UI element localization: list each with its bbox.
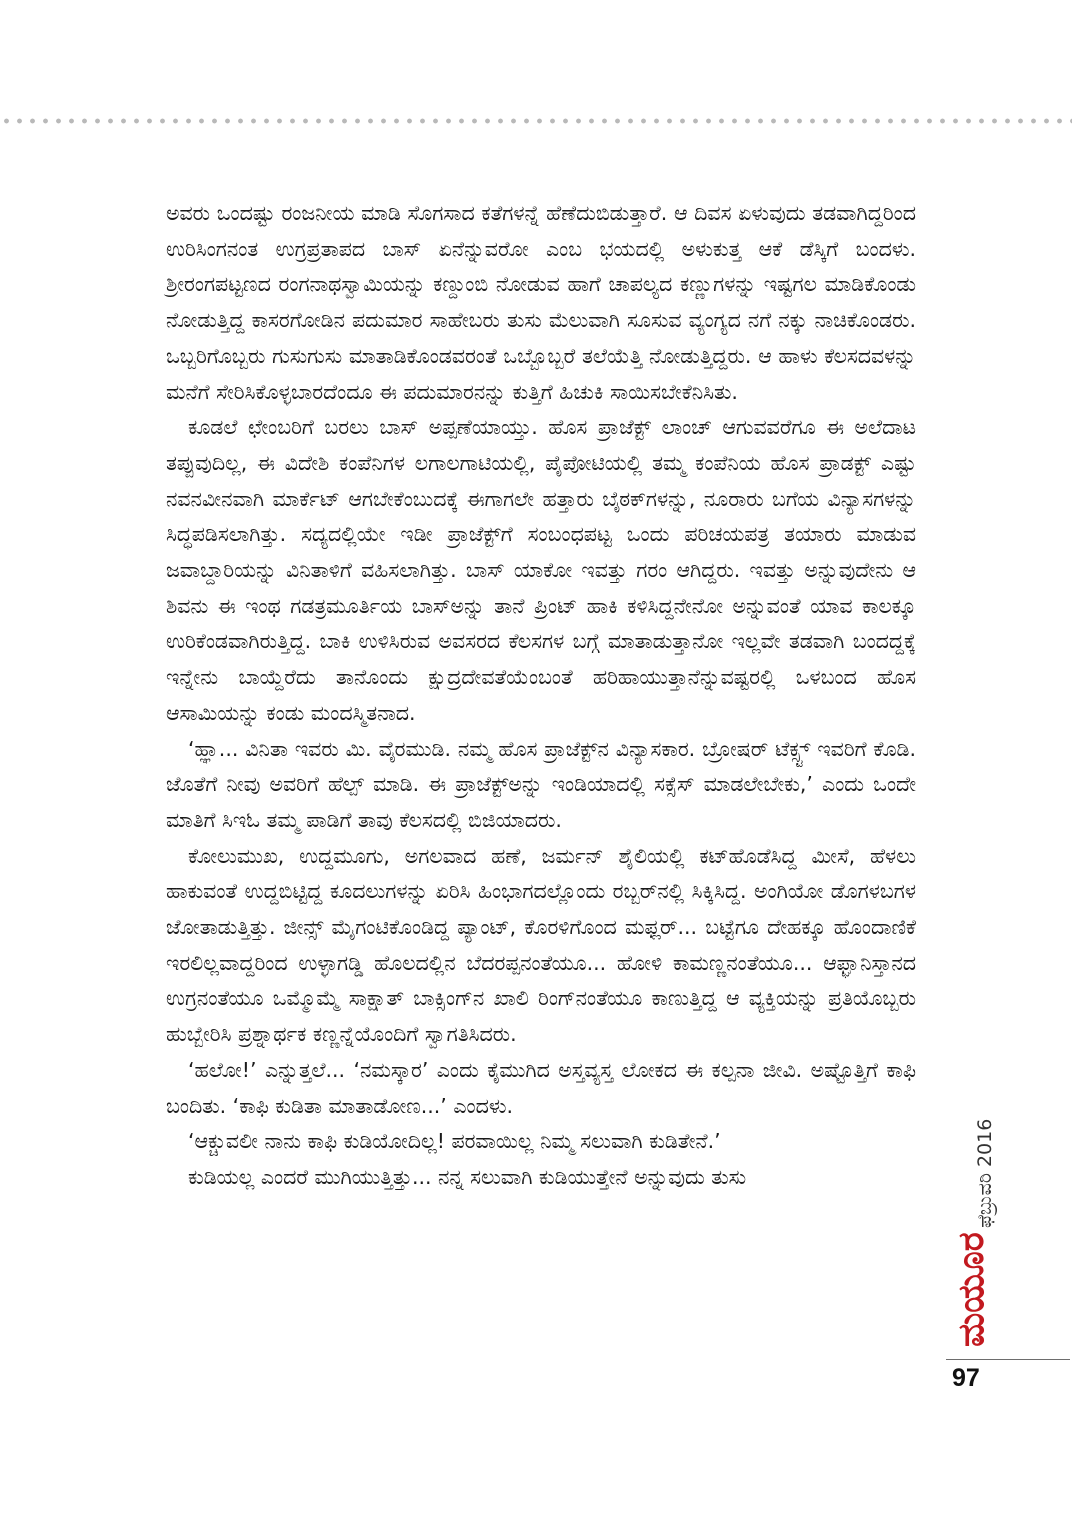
article-body — [166, 196, 916, 1196]
magazine-logo — [951, 1232, 992, 1347]
paragraph: ಕೋಲುಮುಖ, ಉದ್ದಮೂಗು, ಅಗಲವಾದ ಹಣೆ, ಜರ್ಮನ್ ಶೈಲಿಯಲ್ಲಿ ಕಟ್‌ಹೊಡೆಸಿದ್ದ ಮೀಸೆ, ಹೆಳಲು ಹಾಕುವಂತೆ ಉದ್ದಬಿಟ್ಟಿದ್ದ ಕೂದಲುಗಳನ್ನು ಏರಿಸಿ ಹಿಂಭಾಗದಲ್ಲೊಂದು ರಬ್ಬರ್‌ನಲ್ಲಿ ಸಿಕ್ಕಿಸಿದ್ದ. ಅಂಗಿಯೋ ಡೊಗಳಬಗಳ ಜೋತಾಡುತ್ತಿತ್ತು. ಜೀನ್ಸ್ ಮೈಗಂಟಿಕೊಂಡಿದ್ದ ಪ್ಯಾಂಟ್, ಕೊರಳಿಗೊಂದ ಮಫ್ಲರ್... ಬಟ್ಟೆಗೂ ದೇಹಕ್ಕೂ ಹೊಂದಾಣಿಕೆ ಇರಲಿಲ್ಲವಾದ್ದರಿಂದ ಉಳ್ಳಾಗಡ್ಡಿ ಹೊಲದಲ್ಲಿನ ಬೆದರಪ್ಪನಂತೆಯೂ... ಹೋಳಿ ಕಾಮಣ್ಣನಂತೆಯೂ... ಆಫ್ಘಾನಿಸ್ತಾನದ ಉಗ್ರನಂತೆಯೂ ಒಮ್ಮೊಮ್ಮೆ ಸಾಕ್ಷಾತ್ ಬಾಕ್ಸಿಂಗ್‌ನ ಖಾಲಿ ರಿಂಗ್‌ನಂತೆಯೂ ಕಾಣುತ್ತಿದ್ದ ಆ ವ್ಯಕ್ತಿಯನ್ನು ಪ್ರತಿಯೊಬ್ಬರು ಹುಬ್ಬೇರಿಸಿ ಪ್ರಶ್ನಾರ್ಥಕ ಕಣ್ಣನ್ನೆಯೊಂದಿಗೆ ಸ್ವಾಗತಿಸಿದರು. — [166, 843, 916, 1047]
dotted-divider — [0, 117, 1072, 125]
page-number: 97 — [952, 1364, 980, 1392]
paragraph: ‘ಆಕ್ಚುವಲೀ ನಾನು ಕಾಫಿ ಕುಡಿಯೋದಿಲ್ಲ! ಪರವಾಯಿಲ್ಲ ನಿಮ್ಮ ಸಲುವಾಗಿ ಕುಡಿತೇನೆ.’ — [188, 1129, 721, 1154]
paragraph: ‘ಹ್ಞಾ... ವಿನಿತಾ ಇವರು ಮಿ. ವೈರಮುಡಿ. ನಮ್ಮ ಹೊಸ ಪ್ರಾಜೆಕ್ಟ್‌ನ ವಿನ್ಯಾಸಕಾರ. ಬ್ರೋಷರ್ ಟೆಕ್ಸ್ಟ್ ಇವರಿಗೆ ಕೊಡಿ. ಜೊತೆಗೆ ನೀವು ಅವರಿಗೆ ಹೆಲ್ಪ್ ಮಾಡಿ. ಈ ಪ್ರಾಜೆಕ್ಟ್‌ಅನ್ನು ಇಂಡಿಯಾದಲ್ಲಿ ಸಕ್ಸೆಸ್ ಮಾಡಲೇಬೇಕು,’ ಎಂದು ಒಂದೇ ಮಾತಿಗೆ ಸಿಇಓ ತಮ್ಮ ಪಾಡಿಗೆ ತಾವು ಕೆಲಸದಲ್ಲಿ ಬಿಜಿಯಾದರು. — [166, 736, 916, 832]
paragraph: ‘ಹಲೋ!’ ಎನ್ನುತ್ತಲೆ... ‘ನಮಸ್ಕಾರ’ ಎಂದು ಕೈಮುಗಿದ ಅಸ್ತವ್ಯಸ್ತ ಲೋಕದ ಈ ಕಲ್ಪನಾ ಜೀವಿ. ಅಷ್ಟೊತ್ತಿಗೆ ಕಾಫಿ ಬಂದಿತು. ‘ಕಾಫಿ ಕುಡಿತಾ ಮಾತಾಡೋಣ...’ ಎಂದಳು. — [166, 1057, 916, 1118]
paragraph: ಅವರು ಒಂದಷ್ಟು ರಂಜನೀಯ ಮಾಡಿ ಸೊಗಸಾದ ಕತೆಗಳನ್ನೆ ಹೆಣೆದುಬಿಡುತ್ತಾರೆ. ಆ ದಿವಸ ಏಳುವುದು ತಡವಾಗಿದ್ದರಿಂದ ಉರಿಸಿಂಗನಂತ ಉಗ್ರಪ್ರತಾಪದ ಬಾಸ್ ಏನೆನ್ನುವರೋ ಎಂಬ ಭಯದಲ್ಲಿ ಅಳುಕುತ್ತ ಆಕೆ ಡೆಸ್ಕಿಗೆ ಬಂದಳು. ಶ್ರೀರಂಗಪಟ್ಟಣದ ರಂಗನಾಥಸ್ವಾಮಿಯನ್ನು ಕಣ್ದುಂಬಿ ನೋಡುವ ಹಾಗೆ ಚಾಪಲ್ಯದ ಕಣ್ಣುಗಳನ್ನು ಇಷ್ಟಗಲ ಮಾಡಿಕೊಂಡು ನೋಡುತ್ತಿದ್ದ ಕಾಸರಗೋಡಿನ ಪದುಮಾರ ಸಾಹೇಬರು ತುಸು ಮೆಲುವಾಗಿ ಸೂಸುವ ವ್ಯಂಗ್ಯದ ನಗೆ ನಕ್ಕು ನಾಚಿಕೊಂಡರು. ಒಬ್ಬರಿಗೊಬ್ಬರು ಗುಸುಗುಸು ಮಾತಾಡಿಕೊಂಡವರಂತೆ ಒಬ್ಬೊಬ್ಬರೆ ತಲೆಯೆತ್ತಿ ನೋಡುತ್ತಿದ್ದರು. ಆ ಹಾಳು ಕೆಲಸದವಳನ್ನು ಮನೆಗೆ ಸೇರಿಸಿಕೊಳ್ಳಬಾರದೆಂದೂ ಈ ಪದುಮಾರನನ್ನು ಕುತ್ತಿಗೆ ಹಿಚುಕಿ ಸಾಯಿಸಬೇಕೆನಿಸಿತು. — [166, 201, 916, 404]
paragraph: ಕೂಡಲೆ ಛೇಂಬರಿಗೆ ಬರಲು ಬಾಸ್ ಅಪ್ಪಣೆಯಾಯ್ತು. ಹೊಸ ಪ್ರಾಜೆಕ್ಟ್ ಲಾಂಚ್ ಆಗುವವರೆಗೂ ಈ ಅಲೆದಾಟ ತಪ್ಪುವುದಿಲ್ಲ, ಈ ವಿದೇಶಿ ಕಂಪೆನಿಗಳ ಲಗಾಲಗಾಟಿಯಲ್ಲಿ, ಪೈಪೋಟಿಯಲ್ಲಿ ತಮ್ಮ ಕಂಪೆನಿಯ ಹೊಸ ಪ್ರಾಡಕ್ಟ್ ಎಷ್ಟು ನವನವೀನವಾಗಿ ಮಾರ್ಕೆಟ್ ಆಗಬೇಕೆಂಬುದಕ್ಕೆ ಈಗಾಗಲೇ ಹತ್ತಾರು ಬೈಠಕ್‌ಗಳನ್ನು, ನೂರಾರು ಬಗೆಯ ವಿನ್ಯಾಸಗಳನ್ನು ಸಿದ್ಧಪಡಿಸಲಾಗಿತ್ತು. ಸದ್ಯದಲ್ಲಿಯೇ ಇಡೀ ಪ್ರಾಜೆಕ್ಟ್‌ಗೆ ಸಂಬಂಧಪಟ್ಟ ಒಂದು ಪರಿಚಯಪತ್ರ ತಯಾರು ಮಾಡುವ ಜವಾಬ್ದಾರಿಯನ್ನು ವಿನಿತಾಳಿಗೆ ವಹಿಸಲಾಗಿತ್ತು. ಬಾಸ್ ಯಾಕೋ ಇವತ್ತು ಗರಂ ಆಗಿದ್ದರು. ಇವತ್ತು ಅನ್ನುವುದೇನು ಆ ಶಿವನು ಈ ಇಂಥ ಗಡತ್ರಮೂರ್ತಿಯ ಬಾಸ್‌ಅನ್ನು ತಾನೆ ಪ್ರಿಂಟ್ ಹಾಕಿ ಕಳಿಸಿದ್ದನೇನೋ ಅನ್ನುವಂತೆ ಯಾವ ಕಾಲಕ್ಕೂ ಉರಿಕೆಂಡವಾಗಿರುತ್ತಿದ್ದ. ಬಾಕಿ ಉಳಿಸಿರುವ ಅವಸರದ ಕೆಲಸಗಳ ಬಗ್ಗೆ ಮಾತಾಡುತ್ತಾನೋ ಇಲ್ಲವೇ ತಡವಾಗಿ ಬಂದದ್ದಕ್ಕೆ ಇನ್ನೇನು ಬಾಯ್ದೆರೆದು ತಾನೊಂದು ಕ್ಷುದ್ರದೇವತೆಯೆಂಬಂತೆ ಹರಿಹಾಯುತ್ತಾನೆನ್ನುವಷ್ಟರಲ್ಲಿ ಒಳಬಂದ ಹೊಸ ಆಸಾಮಿಯನ್ನು ಕಂಡು ಮಂದಸ್ಮಿತನಾದ. — [166, 415, 916, 725]
issue-date-text: ಫೆಬ್ರುವರಿ 2016 — [974, 1118, 996, 1228]
footer-rule — [946, 1359, 1070, 1360]
magazine-logo-text: ಮಯೂರ — [951, 1232, 992, 1347]
paragraph: ಕುಡಿಯಲ್ಲ ಎಂದರೆ ಮುಗಿಯುತ್ತಿತ್ತು... ನನ್ನ ಸಲುವಾಗಿ ಕುಡಿಯುತ್ತೇನೆ ಅನ್ನುವುದು ತುಸು — [188, 1164, 747, 1189]
